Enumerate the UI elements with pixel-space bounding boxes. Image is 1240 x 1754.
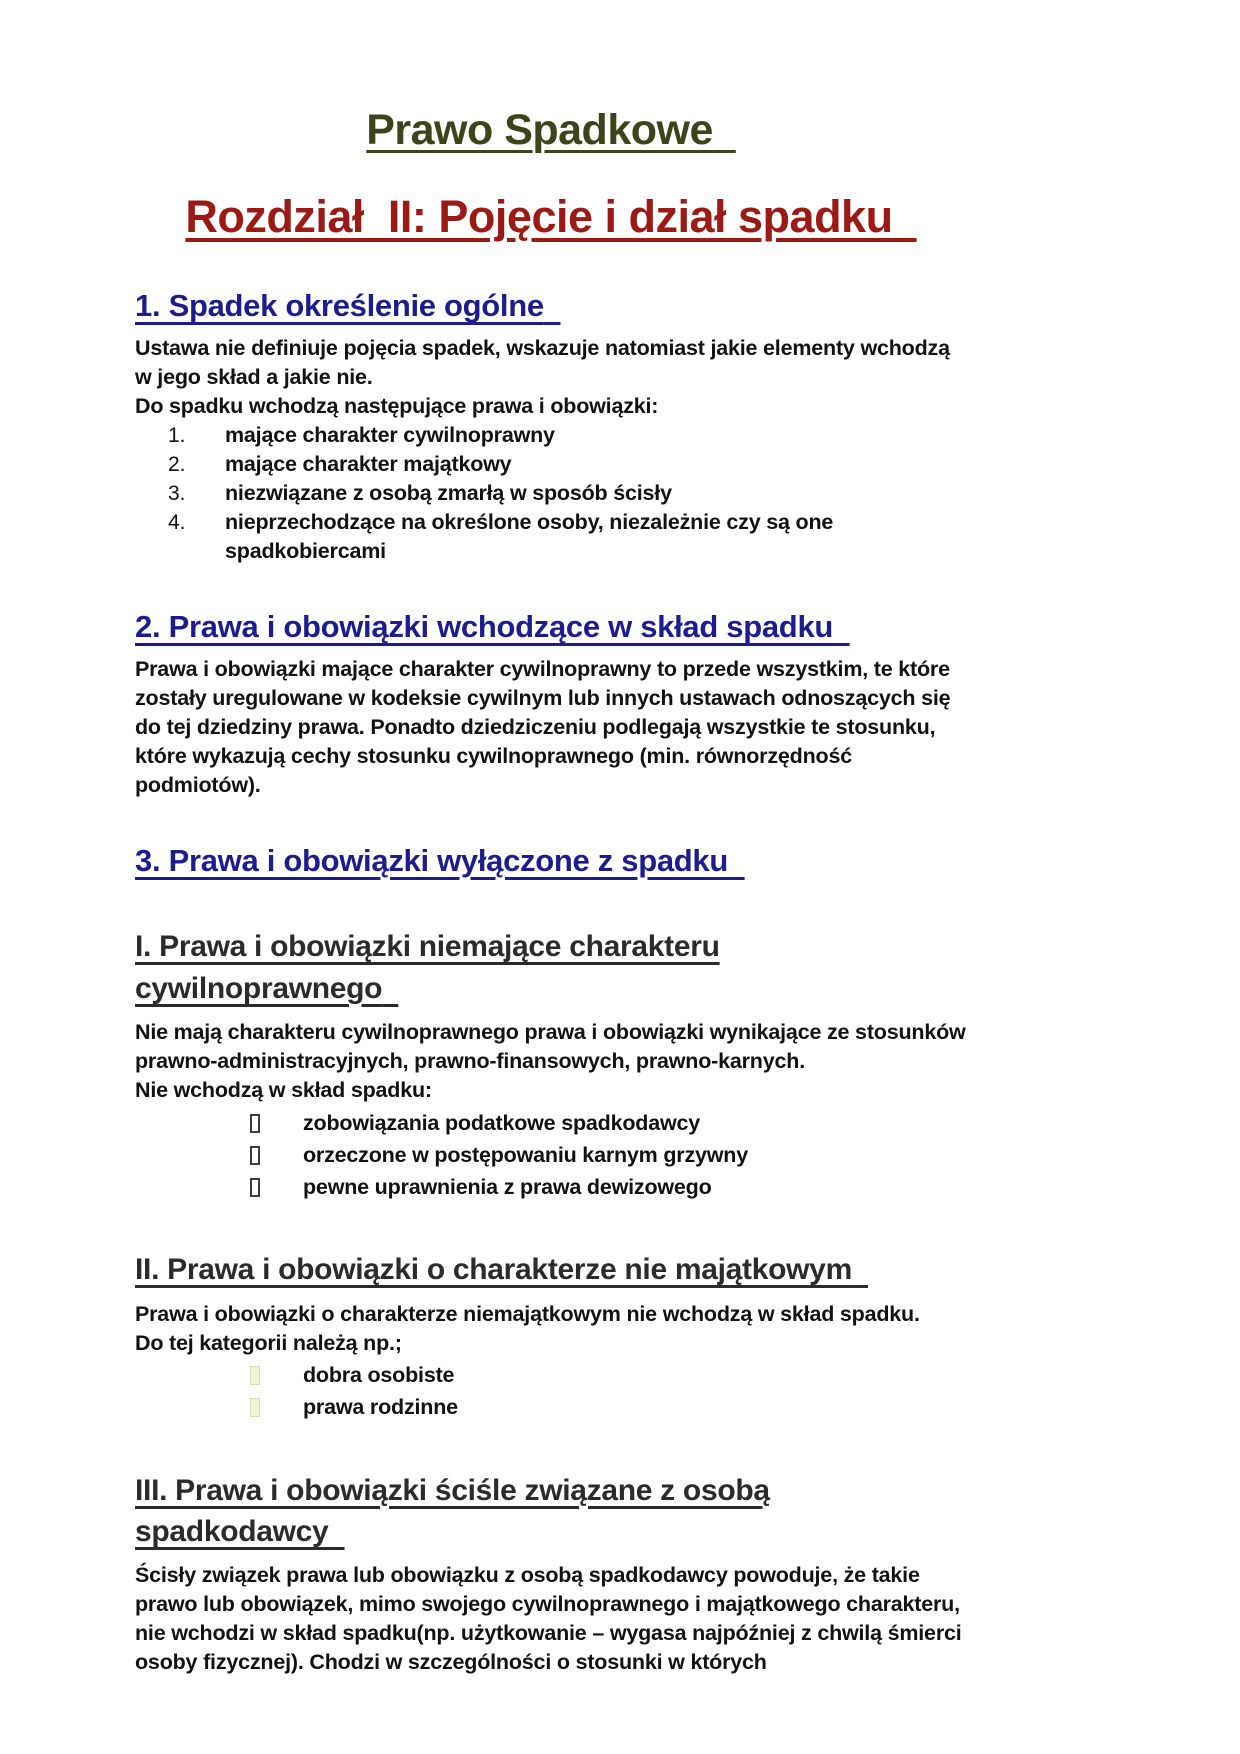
section-1-paragraph: Ustawa nie definiuje pojęcia spadek, wskazuje natomiast jakie elementy wchodzą w jego skład a jakie nie.	[135, 335, 950, 389]
bullet-item-text: prawa rodzinne	[303, 1395, 458, 1420]
section-2-paragraph: Prawa i obowiązki mające charakter cywilnoprawny to przede wszystkim, te które zostały uregulowane w kodeksie cywilnym lub innych ustawach odnoszących się do tej dziedziny prawa. Ponadto dziedziczeniu podlegają wszystkie te stosunku, które wykazują cechy stosunku cywilnoprawnego (min. równorzędność podmiotów).	[135, 656, 951, 797]
missing-glyph-bullet-icon	[250, 1146, 260, 1165]
bullet-list	[135, 1107, 967, 1203]
chapter-heading-text: Rozdział II: Pojęcie i dział spadku	[185, 191, 893, 243]
section-2-heading	[135, 608, 967, 647]
subsection-3-paragraph: Ścisły związek prawa lub obowiązku z osobą spadkodawcy powoduje, że takie prawo lub obowiązek, mimo swojego cywilnoprawnego i majątkowego charakteru, nie wchodzi w skład spadku(np. użytkowanie – wygasa najpóźniej z chwilą śmierci osoby fizycznej). Chodzi w szczególności o stosunki w których	[135, 1563, 962, 1675]
numbered-list-item	[135, 450, 967, 479]
document-page	[135, 0, 967, 1677]
section-1-paragraph: Do spadku wchodzą następujące prawa i obowiązki:	[135, 393, 659, 418]
section-3-heading	[135, 842, 967, 881]
subsection-2-heading	[135, 1249, 967, 1290]
list-item-text: nieprzechodzące na określone osoby, niezależnie czy są one spadkobiercami	[225, 509, 834, 563]
subsection-1-heading-text: I. Prawa i obowiązki niemające charakteru cywilnoprawnego	[135, 930, 720, 1005]
subsection-2-paragraph: Prawa i obowiązki o charakterze niemajątkowym nie wchodzą w skład spadku.	[135, 1301, 920, 1326]
list-item-number: 4.	[168, 510, 186, 534]
bullet-item-text: orzeczone w postępowaniu karnym grzywny	[303, 1142, 748, 1167]
bullet-item-text: pewne uprawnienia z prawa dewizowego	[303, 1174, 712, 1199]
bullet-list-item	[135, 1171, 967, 1203]
list-item-text: mające charakter majątkowy	[225, 451, 512, 476]
missing-glyph-bullet-icon	[250, 1178, 260, 1197]
bullet-item-text: zobowiązania podatkowe spadkodawcy	[303, 1110, 701, 1135]
list-item-number: 1.	[168, 423, 186, 447]
bullet-list	[135, 1360, 967, 1424]
missing-glyph-bullet-icon	[250, 1114, 260, 1133]
missing-glyph-bullet-icon	[250, 1366, 260, 1385]
list-item-text: mające charakter cywilnoprawny	[225, 422, 555, 447]
numbered-list-item	[135, 479, 967, 508]
list-item-text: niezwiązane z osobą zmarłą w sposób ścisły	[225, 480, 672, 505]
section-1-heading	[135, 287, 967, 326]
numbered-list-item	[135, 421, 967, 450]
list-item-number: 3.	[168, 481, 186, 505]
bullet-list-item	[135, 1392, 967, 1424]
subsection-1-paragraph: Nie mają charakteru cywilnoprawnego prawa i obowiązki wynikające ze stosunków prawno-administracyjnych, prawno-finansowych, prawno-karnych.	[135, 1020, 966, 1074]
numbered-list-item	[135, 508, 967, 566]
list-item-number: 2.	[168, 452, 186, 476]
section-1-heading-text: 1. Spadek określenie ogólne	[135, 288, 544, 324]
bullet-list-item	[135, 1139, 967, 1171]
bullet-list-item	[135, 1360, 967, 1392]
chapter-heading	[135, 191, 967, 243]
numbered-list	[135, 421, 967, 566]
subsection-3-heading	[135, 1470, 967, 1553]
subsection-1-heading	[135, 926, 967, 1009]
subsection-2-heading-text: II. Prawa i obowiązki o charakterze nie majątkowym	[135, 1253, 852, 1287]
document-title-text: Prawo Spadkowe	[366, 106, 713, 154]
missing-glyph-bullet-icon	[250, 1398, 260, 1417]
document-title	[135, 106, 967, 155]
section-3-heading-text: 3. Prawa i obowiązki wyłączone z spadku	[135, 842, 728, 878]
section-2-heading-text: 2. Prawa i obowiązki wchodzące w skład spadku	[135, 608, 834, 644]
subsection-3-heading-text: III. Prawa i obowiązki ściśle związane z osobą spadkodawcy	[135, 1473, 770, 1548]
subsection-1-paragraph: Nie wchodzą w skład spadku:	[135, 1078, 432, 1103]
subsection-2-paragraph: Do tej kategorii należą np.;	[135, 1330, 402, 1355]
bullet-item-text: dobra osobiste	[303, 1363, 455, 1388]
bullet-list-item	[135, 1107, 967, 1139]
